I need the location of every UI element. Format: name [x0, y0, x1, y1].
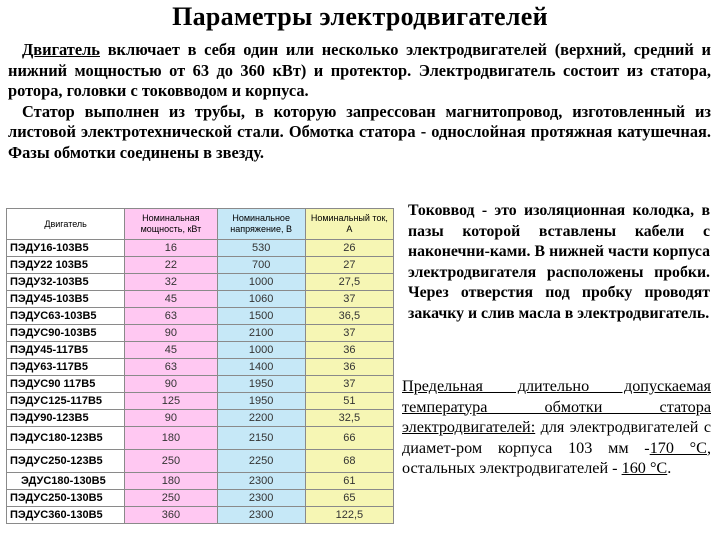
- voltage-cell: 1000: [217, 342, 305, 359]
- motor-name-cell: ПЭДУС180-123В5: [7, 427, 125, 450]
- motor-name-cell: ПЭДУ45-117В5: [7, 342, 125, 359]
- current-cell: 37: [305, 376, 393, 393]
- motor-parameters-table: [6, 208, 394, 524]
- current-cell: 32,5: [305, 410, 393, 427]
- table-row: [7, 325, 394, 342]
- table-row: [7, 274, 394, 291]
- motor-name-cell: ПЭДУС250-130В5: [7, 490, 125, 507]
- power-cell: 63: [125, 308, 217, 325]
- table-row: [7, 427, 394, 450]
- motor-name-cell: ПЭДУС90 117В5: [7, 376, 125, 393]
- power-cell: 63: [125, 359, 217, 376]
- temperature-line-2: , остальных электродвигателей -: [402, 438, 712, 478]
- header-current: Номинальный ток, А: [305, 209, 393, 240]
- temperature-paragraph: [402, 376, 711, 479]
- current-cell: 37: [305, 291, 393, 308]
- tokovvod-term: Токоввод: [408, 202, 475, 219]
- motor-name-cell: ПЭДУС360-130В5: [7, 507, 125, 524]
- header-power: Номинальная мощность, кВт: [125, 209, 217, 240]
- page-title: Параметры электродвигателей: [172, 2, 548, 31]
- voltage-cell: 2100: [217, 325, 305, 342]
- table-row: [7, 450, 394, 473]
- current-cell: 36,5: [305, 308, 393, 325]
- motor-name-cell: ПЭДУ90-123В5: [7, 410, 125, 427]
- voltage-cell: 2300: [217, 490, 305, 507]
- motor-name-cell: ПЭДУ63-117В5: [7, 359, 125, 376]
- intro-paragraph-1: [8, 40, 711, 102]
- table-row: [7, 393, 394, 410]
- current-cell: 36: [305, 342, 393, 359]
- voltage-cell: 1950: [217, 376, 305, 393]
- table-row: [7, 308, 394, 325]
- table-row: [7, 257, 394, 274]
- current-cell: 122,5: [305, 507, 393, 524]
- engine-term: Двигатель: [22, 40, 100, 59]
- table-row: [7, 410, 394, 427]
- temperature-heading: Предельная длительно допускаемая температура обмотки статора электродвигателей:: [402, 377, 711, 437]
- power-cell: 90: [125, 376, 217, 393]
- tokovvod-text: - это изоляционная колодка, в пазы которой вставлены кабели с наконечни-ками. В нижней части корпуса электродвигателя расположены пробки. Через отверстия под пробку проводят закачку и слив масла в электродвигатель.: [408, 202, 710, 322]
- power-cell: 45: [125, 291, 217, 308]
- power-cell: 360: [125, 507, 217, 524]
- motor-name-cell: ПЭДУ22 103В5: [7, 257, 125, 274]
- motor-name-cell: ПЭДУ32-103В5: [7, 274, 125, 291]
- temperature-value-other: 160 °С: [621, 459, 668, 478]
- power-cell: 90: [125, 410, 217, 427]
- current-cell: 37: [305, 325, 393, 342]
- current-cell: 68: [305, 450, 393, 473]
- motor-name-cell: ПЭДУ16-103В5: [7, 240, 125, 257]
- power-cell: 45: [125, 342, 217, 359]
- header-voltage: Номинальное напряжение, В: [217, 209, 305, 240]
- tokovvod-paragraph: [408, 201, 710, 324]
- table-row: [7, 342, 394, 359]
- voltage-cell: 700: [217, 257, 305, 274]
- motor-name-cell: ПЭДУС90-103В5: [7, 325, 125, 342]
- header-motor: Двигатель: [7, 209, 125, 240]
- table-row: [7, 376, 394, 393]
- intro-paragraph-2: Статор выполнен из трубы, в которую запрессован магнитопровод, изготовленный из листовой электротехнической стали. Обмотка статора - однослойная протяжная катушечная. Фазы обмотки соединены в звезду.: [8, 101, 711, 162]
- voltage-cell: 530: [217, 240, 305, 257]
- current-cell: 66: [305, 427, 393, 450]
- voltage-cell: 2200: [217, 410, 305, 427]
- power-cell: 180: [125, 427, 217, 450]
- voltage-cell: 1400: [217, 359, 305, 376]
- voltage-cell: 2250: [217, 450, 305, 473]
- current-cell: 26: [305, 240, 393, 257]
- power-cell: 125: [125, 393, 217, 410]
- power-cell: 90: [125, 325, 217, 342]
- current-cell: 36: [305, 359, 393, 376]
- table-row: [7, 240, 394, 257]
- table-header-row: [7, 209, 394, 240]
- intro-text: [8, 40, 711, 163]
- current-cell: 61: [305, 473, 393, 490]
- table-body: [7, 240, 394, 524]
- voltage-cell: 2300: [217, 473, 305, 490]
- temperature-end: .: [667, 459, 672, 478]
- voltage-cell: 1950: [217, 393, 305, 410]
- current-cell: 27,5: [305, 274, 393, 291]
- current-cell: 65: [305, 490, 393, 507]
- power-cell: 180: [125, 473, 217, 490]
- current-cell: 27: [305, 257, 393, 274]
- power-cell: 250: [125, 490, 217, 507]
- motor-name-cell: ПЭДУС125-117В5: [7, 393, 125, 410]
- table-row: [7, 507, 394, 524]
- temperature-value-103: 170 °С: [649, 438, 707, 457]
- motor-name-cell: ПЭДУС250-123В5: [7, 450, 125, 473]
- table-row: [7, 291, 394, 308]
- voltage-cell: 2150: [217, 427, 305, 450]
- voltage-cell: 2300: [217, 507, 305, 524]
- current-cell: 51: [305, 393, 393, 410]
- motor-name-cell: ЭДУС180-130В5: [7, 473, 125, 490]
- voltage-cell: 1000: [217, 274, 305, 291]
- motor-name-cell: ПЭДУ45-103В5: [7, 291, 125, 308]
- intro-paragraph-1-text: включает в себя один или несколько электродвигателей (верхний, средний и нижний мощностью от 63 до 360 кВт) и протектор. Электродвигатель состоит из статора, ротора, головки с токовводом и корпуса.: [8, 40, 711, 100]
- table-row: [7, 473, 394, 490]
- power-cell: 250: [125, 450, 217, 473]
- voltage-cell: 1500: [217, 308, 305, 325]
- table-row: [7, 490, 394, 507]
- power-cell: 16: [125, 240, 217, 257]
- power-cell: 22: [125, 257, 217, 274]
- voltage-cell: 1060: [217, 291, 305, 308]
- temperature-line-1: для электродвигателей с диамет-ром корпуса 103 мм -: [402, 418, 712, 457]
- table-row: [7, 359, 394, 376]
- power-cell: 32: [125, 274, 217, 291]
- motor-name-cell: ПЭДУС63-103В5: [7, 308, 125, 325]
